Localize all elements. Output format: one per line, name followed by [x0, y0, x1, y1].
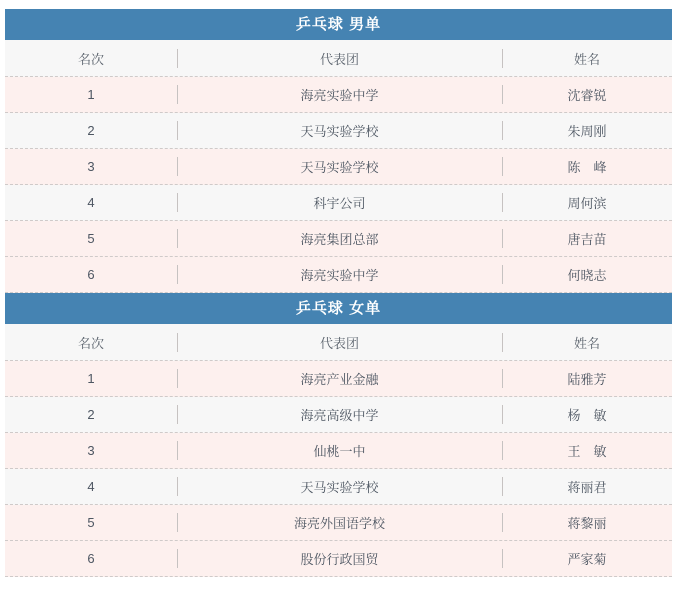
- rank-cell: 2: [87, 407, 95, 422]
- table-title-bar: [5, 293, 672, 324]
- table-row: [5, 113, 672, 149]
- column-header-rank: 名次: [78, 335, 105, 351]
- team-cell: 海亮外国语学校: [177, 513, 502, 532]
- results-tables: [5, 9, 672, 577]
- rank-cell: 2: [87, 123, 95, 138]
- team-cell: 天马实验学校: [177, 157, 502, 176]
- name-cell: 陆雅芳: [502, 369, 672, 388]
- team-cell: 海亮实验中学: [177, 85, 502, 104]
- team-cell: 仙桃一中: [177, 441, 502, 460]
- rank-cell: 6: [87, 267, 95, 282]
- rank-cell: 5: [87, 231, 95, 246]
- results-table: [5, 9, 672, 293]
- column-header-name: 姓名: [502, 49, 672, 68]
- table-title: 乒乓球 男单: [295, 16, 382, 33]
- name-cell: 唐吉苗: [502, 229, 672, 248]
- table-row: [5, 361, 672, 397]
- table-row: [5, 541, 672, 577]
- name-cell: 周何滨: [502, 193, 672, 212]
- team-cell: 海亮高级中学: [177, 405, 502, 424]
- column-header-team: 代表团: [177, 333, 502, 352]
- name-cell: 严家菊: [502, 549, 672, 568]
- rank-cell: 1: [87, 87, 95, 102]
- name-cell: 王 敏: [502, 441, 672, 460]
- name-cell: 蒋丽君: [502, 477, 672, 496]
- team-cell: 海亮实验中学: [177, 265, 502, 284]
- name-cell: 沈睿锐: [502, 85, 672, 104]
- rank-cell: 4: [87, 195, 95, 210]
- team-cell: 科宇公司: [177, 193, 502, 212]
- name-cell: 朱周刚: [502, 121, 672, 140]
- table-row: [5, 257, 672, 293]
- results-table: [5, 293, 672, 577]
- team-cell: 股份行政国贸: [177, 549, 502, 568]
- table-row: [5, 433, 672, 469]
- column-header-rank: 名次: [78, 51, 105, 67]
- table-row: [5, 397, 672, 433]
- name-cell: 蒋黎丽: [502, 513, 672, 532]
- table-title: 乒乓球 女单: [295, 300, 382, 317]
- table-header-row: [5, 40, 672, 77]
- rank-cell: 3: [87, 443, 95, 458]
- table-title-bar: [5, 9, 672, 40]
- column-header-team: 代表团: [177, 49, 502, 68]
- table-row: [5, 185, 672, 221]
- team-cell: 天马实验学校: [177, 477, 502, 496]
- table-row: [5, 469, 672, 505]
- team-cell: 天马实验学校: [177, 121, 502, 140]
- rank-cell: 6: [87, 551, 95, 566]
- table-row: [5, 77, 672, 113]
- rank-cell: 4: [87, 479, 95, 494]
- team-cell: 海亮集团总部: [177, 229, 502, 248]
- table-row: [5, 505, 672, 541]
- rank-cell: 1: [87, 371, 95, 386]
- name-cell: 杨 敏: [502, 405, 672, 424]
- name-cell: 何晓志: [502, 265, 672, 284]
- table-row: [5, 149, 672, 185]
- rank-cell: 3: [87, 159, 95, 174]
- table-header-row: [5, 324, 672, 361]
- rank-cell: 5: [87, 515, 95, 530]
- table-row: [5, 221, 672, 257]
- column-header-name: 姓名: [502, 333, 672, 352]
- team-cell: 海亮产业金融: [177, 369, 502, 388]
- name-cell: 陈 峰: [502, 157, 672, 176]
